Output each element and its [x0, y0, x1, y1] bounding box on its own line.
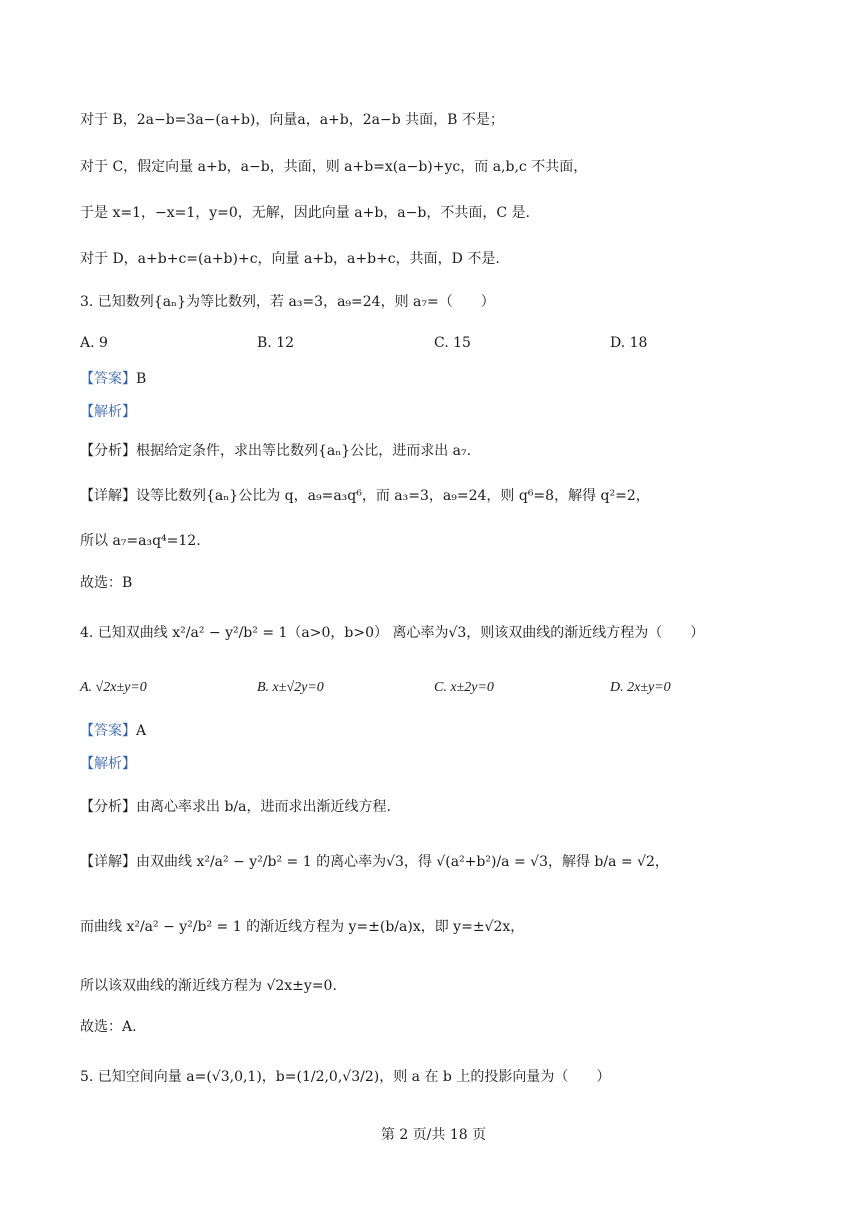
choose-line: 故选：B	[80, 575, 133, 591]
question-5-stem: 5. 已知空间向量 a=(√3,0,1)，b=(1/2,0,√3/2)，则 a 在 b 上的投影向量为（ ）	[80, 1069, 611, 1085]
text-line: 所以该双曲线的渐近线方程为 √2x±y=0.	[80, 978, 337, 994]
analysis-tag	[80, 402, 827, 422]
answer-line	[80, 721, 827, 741]
option-c: C. x±2y=0	[434, 680, 494, 695]
answer-tag: 【答案】	[80, 371, 136, 387]
option-b: B. 12	[257, 335, 295, 351]
answer-value: A	[136, 723, 147, 739]
option-d: D. 2x±y=0	[610, 680, 671, 695]
analysis-tag	[80, 754, 827, 774]
answer-value: B	[136, 371, 147, 387]
question-4-stem: 4. 已知双曲线 x²/a² − y²/b² = 1（a>0，b>0） 离心率为√3，则该双曲线的渐近线方程为（ ）	[80, 625, 705, 641]
analysis-label: 【解析】	[80, 404, 136, 420]
xiangjie-tag: 【详解】	[80, 854, 136, 870]
fenxi-line	[80, 797, 827, 817]
option-a: A. 9	[80, 335, 108, 351]
fenxi-tag: 【分析】	[80, 799, 136, 815]
text-line: 于是 x=1，−x=1，y=0，无解，因此向量 a+b，a−b，不共面，C 是.	[80, 205, 530, 221]
xiangjie-line	[80, 852, 827, 872]
text-line: 对于 B，2a−b=3a−(a+b)，向量a，a+b，2a−b 共面，B 不是；	[80, 112, 504, 128]
option-a: A. √2x±y=0	[80, 680, 147, 695]
text-line: 对于 D，a+b+c=(a+b)+c，向量 a+b，a+b+c，共面，D 不是.	[80, 251, 500, 267]
text-line: 而曲线 x²/a² − y²/b² = 1 的渐近线方程为 y=±(b/a)x，即 y=±√2x，	[80, 919, 525, 935]
fenxi-tag: 【分析】	[80, 443, 136, 459]
xiangjie-text: 由双曲线 x²/a² − y²/b² = 1 的离心率为√3，得 √(a²+b²)/a = √3，解得 b/a = √2，	[136, 854, 669, 870]
text-line: 所以 a₇=a₃q⁴=12.	[80, 533, 201, 549]
analysis-label: 【解析】	[80, 756, 136, 772]
xiangjie-text: 设等比数列{aₙ}公比为 q，a₉=a₃q⁶，而 a₃=3，a₉=24，则 q⁶=8，解得 q²=2，	[136, 488, 650, 504]
answer-tag: 【答案】	[80, 723, 136, 739]
fenxi-text: 根据给定条件，求出等比数列{aₙ}公比，进而求出 a₇.	[136, 443, 472, 459]
choose-line: 故选：A.	[80, 1019, 137, 1035]
option-b: B. x±√2y=0	[257, 680, 324, 695]
text-line: 对于 C，假定向量 a+b，a−b，共面，则 a+b=x(a−b)+yc，而 a,b,c 不共面，	[80, 159, 588, 175]
question-3-stem: 3. 已知数列{aₙ}为等比数列，若 a₃=3，a₉=24，则 a₇=（ ）	[80, 294, 495, 310]
page-footer: 第 2 页/共 18 页	[380, 1127, 487, 1143]
xiangjie-tag: 【详解】	[80, 488, 136, 504]
answer-line	[80, 369, 827, 389]
fenxi-text: 由离心率求出 b/a，进而求出渐近线方程.	[136, 799, 391, 815]
option-d: D. 18	[610, 335, 648, 351]
option-c: C. 15	[434, 335, 471, 351]
fenxi-line	[80, 441, 827, 461]
xiangjie-line	[80, 486, 827, 506]
